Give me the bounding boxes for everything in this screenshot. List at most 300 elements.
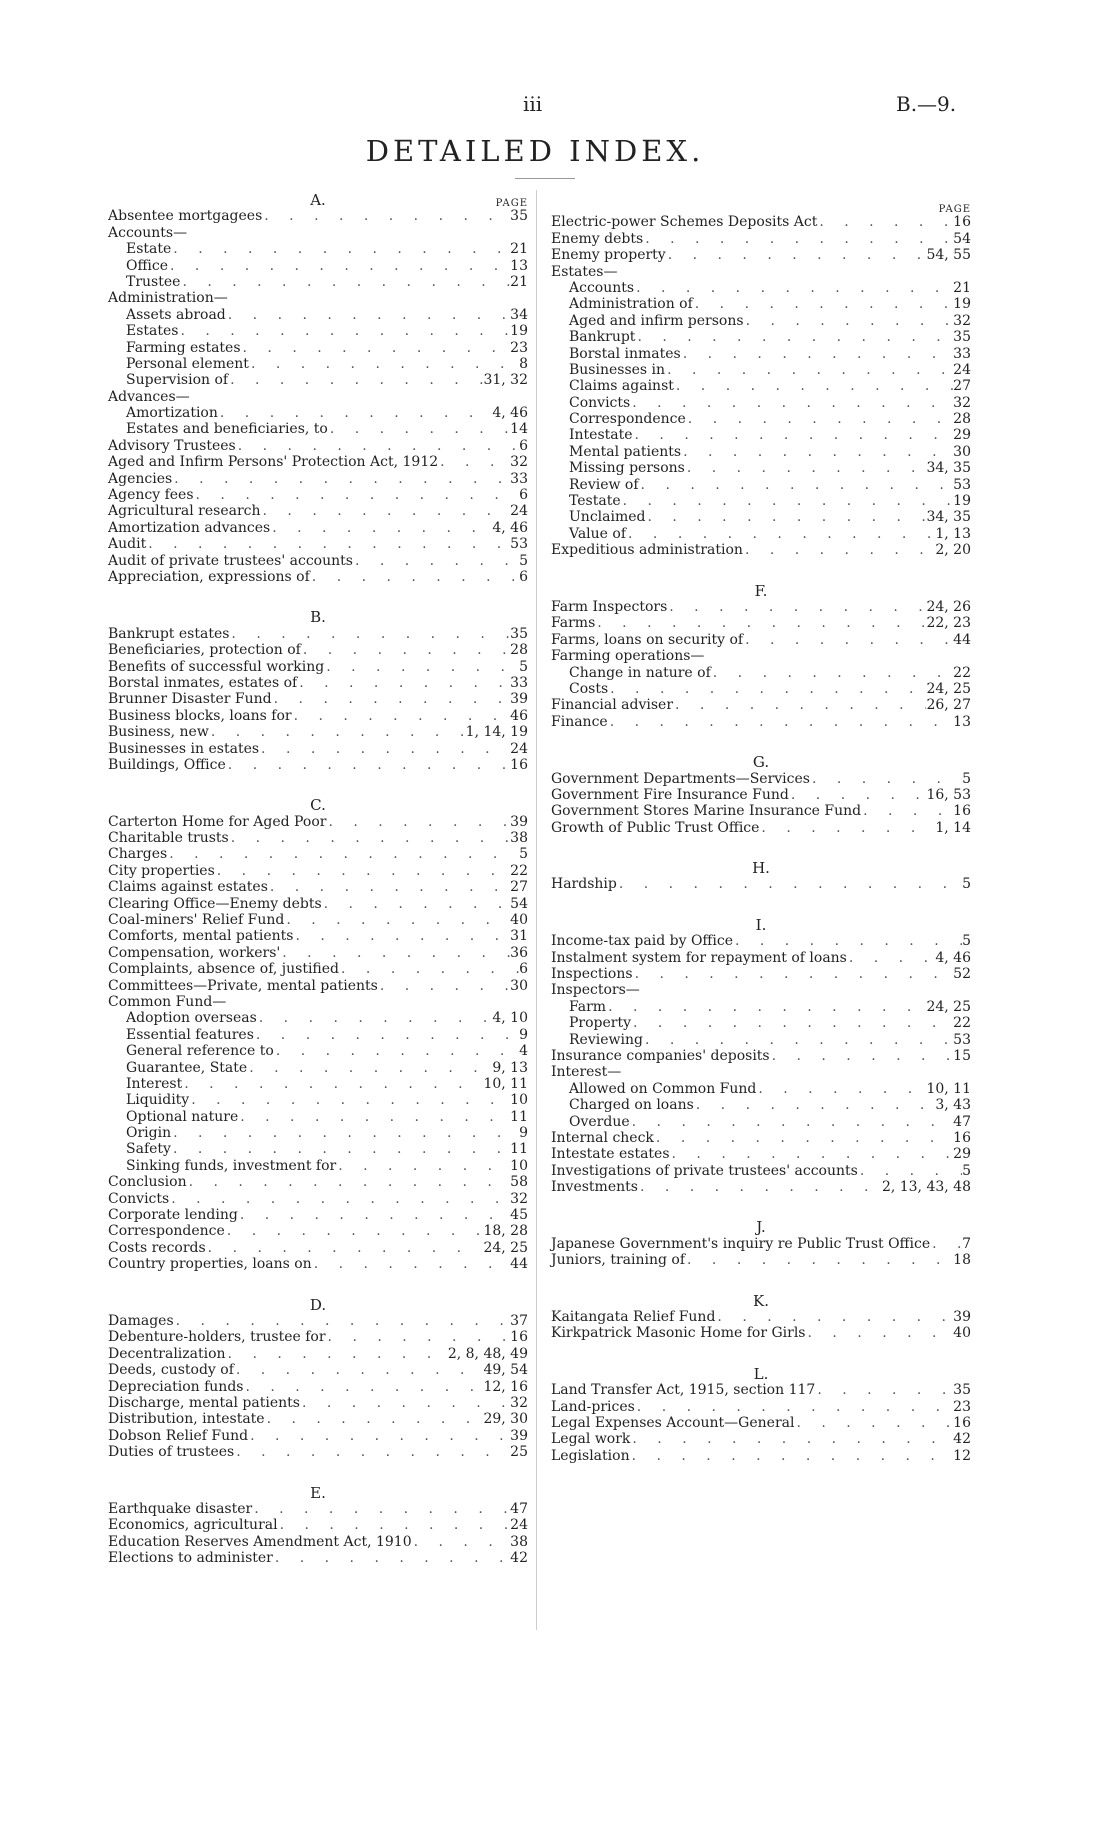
entry-label: Compensation, workers' [108,944,281,961]
index-entry [108,1444,528,1460]
index-entry [108,879,528,895]
leader-dots [312,1256,510,1272]
index-entry [108,1223,528,1239]
entry-label: Businesses in estates [108,740,260,757]
leader-dots [234,1362,484,1378]
entry-page: 4, 46 [492,405,528,422]
entry-label: Debenture-holders, trustee for [108,1329,326,1346]
section-letter: C. [310,796,326,815]
entry-label: Conclusion [108,1174,187,1191]
entry-label: Internal check [551,1129,654,1146]
leader-dots [326,1329,511,1345]
leader-dots [715,1309,953,1325]
leader-dots [206,1240,484,1256]
index-entry [551,933,971,949]
entry-page: 31, 32 [483,372,528,389]
leader-dots [236,438,519,454]
index-entry [551,378,971,394]
index-entry [108,405,528,421]
entry-page: 29 [953,427,971,444]
index-entry [551,1252,971,1268]
entry-page: 10, 11 [926,1080,971,1097]
leader-dots [229,626,510,642]
leader-dots [638,1179,882,1195]
leader-dots [284,912,510,928]
leader-dots [744,313,954,329]
index-entry [551,427,971,443]
entry-label: Adoption overseas [126,1010,257,1027]
leader-dots [789,787,927,803]
index-entry [551,1448,971,1464]
index-entry [551,787,971,803]
entry-page: 32 [953,394,971,411]
entry-label: Hardship [551,876,617,893]
index-entry [551,665,971,681]
leader-dots [301,642,510,658]
entry-label: Convicts [108,1190,170,1207]
index-entry [551,231,971,247]
leader-dots [635,1399,953,1415]
index-entry [551,803,971,819]
entry-page: 30 [510,977,528,994]
entry-page: 34, 35 [926,509,971,526]
leader-dots [234,1444,510,1460]
leader-dots [743,632,953,648]
entry-label: Overdue [569,1113,630,1130]
entry-label: Intestate estates [551,1146,670,1163]
entry-label: Land-prices [551,1398,635,1415]
entry-page: 1, 14 [935,819,971,836]
entry-label: Advisory Trustees [108,437,236,454]
index-entry [551,542,971,558]
index-entry [108,421,528,437]
entry-label: Inspectors— [551,982,640,999]
leader-dots [241,340,511,356]
index-entry [551,296,971,312]
entry-page: 12 [953,1447,971,1464]
leader-dots [257,1010,493,1026]
leader-dots [667,599,926,615]
entry-page: 2, 20 [935,542,971,559]
entry-label: Office [126,257,169,274]
entry-label: Agencies [108,470,173,487]
entry-page: 26, 27 [926,697,971,714]
index-section [551,1219,971,1268]
index-section [108,797,528,1272]
leader-dots [930,1236,962,1252]
section-letter: I. [755,915,767,934]
leader-dots [670,1146,954,1162]
index-entry [108,1191,528,1207]
leader-dots [817,214,953,230]
entry-page: 5 [962,933,971,950]
entry-page: 24 [510,740,528,757]
entry-page: 21 [953,279,971,296]
entry-label: Interest [126,1075,183,1092]
index-entry [551,966,971,982]
entry-label: Farms, loans on security of [551,631,744,648]
leader-dots [743,542,935,558]
leader-dots [810,771,962,787]
leader-dots [858,1163,962,1179]
leader-dots [694,1097,936,1113]
index-entry [108,1395,528,1411]
index-entry [108,1411,528,1427]
entry-label: Property [569,1015,632,1032]
entry-label: Charges [108,846,168,863]
leader-dots [254,1027,519,1043]
index-entry [108,356,528,372]
leader-dots [270,520,492,536]
entry-page: 23 [510,339,528,356]
leader-dots [685,460,927,476]
index-entry [108,487,528,503]
entry-page: 54 [510,895,528,912]
entry-label: Government Fire Insurance Fund [551,786,789,803]
leader-dots [686,411,953,427]
entry-page: 16, 53 [926,786,971,803]
index-entry [108,1158,528,1174]
index-entry [108,1362,528,1378]
entry-page: 21 [510,241,528,258]
entry-page: 53 [953,1031,971,1048]
entry-label: Economics, agricultural [108,1517,278,1534]
section-letter: L. [753,1364,769,1383]
index-entry [551,264,971,280]
entry-label: Buildings, Office [108,756,226,773]
entry-label: Japanese Government's inquiry re Public Trust Office [551,1235,931,1252]
entry-label: Benefits of successful working [108,658,325,675]
entry-label: Claims against estates [108,879,268,896]
entry-label: Aged and infirm persons [569,312,744,329]
section-letter: F. [754,581,768,600]
entry-page: 34, 35 [926,460,971,477]
leader-dots [194,487,520,503]
leader-dots [238,1109,510,1125]
entry-label: Accounts [569,279,635,296]
entry-label: Convicts [569,394,631,411]
entry-label: Corporate lending [108,1207,238,1224]
entry-page: 4 [519,1043,528,1060]
index-entry [108,1010,528,1026]
title-rule [515,178,575,179]
entry-page: 49, 54 [483,1362,528,1379]
entry-page: 47 [953,1113,971,1130]
index-section [551,917,971,1196]
index-entry [551,1382,971,1398]
index-entry [551,362,971,378]
entry-label: Estates [126,323,179,340]
leader-dots [617,876,962,892]
entry-label: Origin [126,1125,172,1142]
leader-dots [215,863,510,879]
entry-label: Farm Inspectors [551,598,668,615]
entry-label: Estates and beneficiaries, to [126,421,328,438]
index-entry [108,372,528,388]
entry-page: 16 [953,214,971,231]
index-section [551,583,971,731]
entry-label: Unclaimed [569,509,646,526]
leader-dots [169,1191,510,1207]
leader-dots [630,1431,953,1447]
entry-label: Earthquake disaster [108,1500,253,1517]
entry-label: Allowed on Common Fund [569,1080,757,1097]
leader-dots [273,1550,510,1566]
index-entry [551,999,971,1015]
index-entry [108,520,528,536]
entry-label: Financial adviser [551,697,674,714]
entry-label: Testate [569,493,621,510]
index-entry [108,724,528,740]
index-entry [108,503,528,519]
index-entry [551,632,971,648]
entry-page: 4, 46 [935,949,971,966]
leader-dots [326,814,510,830]
leader-dots [639,477,954,493]
entry-page: 34 [510,306,528,323]
entry-label: Damages [108,1313,174,1329]
entry-label: Advances— [108,388,190,405]
leader-dots [180,274,510,290]
entry-label: Audit of private trustees' accounts [108,552,353,569]
entry-label: Audit [108,536,147,553]
leader-dots [711,665,953,681]
index-entry [551,982,971,998]
entry-page: 24 [510,1517,528,1534]
index-entry [108,536,528,552]
entry-label: Investigations of private trustees' accounts [551,1162,858,1179]
leader-dots [252,1501,510,1517]
entry-page: 24 [953,361,971,378]
section-letter: K. [753,1291,769,1310]
index-entry [551,599,971,615]
leader-dots [171,1141,510,1157]
leader-dots [756,1081,926,1097]
index-entry [108,863,528,879]
leader-dots [630,1448,954,1464]
leader-dots [643,231,953,247]
entry-label: Farm [569,998,607,1015]
entry-label: Appreciation, expressions of [108,568,310,585]
index-entry [108,1256,528,1272]
index-entry [551,1097,971,1113]
entry-label: Depreciation funds [108,1378,244,1395]
entry-label: Finance [551,713,608,730]
entry-label: Comforts, mental patients [108,928,294,945]
leader-dots [293,928,510,944]
leader-dots [182,1076,483,1092]
index-entry [551,820,971,836]
index-entry [551,1179,971,1195]
entry-label: Legal Expenses Account—General [551,1415,795,1431]
entry-page: 5 [519,552,528,569]
entry-page: 35 [510,208,528,225]
leader-dots [633,966,954,982]
leader-dots [167,846,519,862]
leader-dots [168,258,510,274]
entry-label: Decentralization [108,1345,226,1362]
leader-dots [633,427,954,443]
index-entry [108,978,528,994]
entry-label: Charitable trusts [108,830,229,847]
leader-dots [247,1060,492,1076]
entry-page: 16 [953,1415,971,1431]
leader-dots [268,879,510,895]
leader-dots [328,421,510,437]
leader-dots [847,950,936,966]
leader-dots [172,471,510,487]
page-number: iii [523,92,543,116]
leader-dots [665,362,953,378]
index-entry [551,1081,971,1097]
entry-page: 24, 25 [926,998,971,1015]
leader-dots [248,1428,510,1444]
entry-label: Duties of trustees [108,1444,235,1461]
entry-page: 28 [510,642,528,659]
entry-label: Land Transfer Act, 1915, section 117 [551,1382,816,1399]
index-entry [108,1379,528,1395]
entry-label: Estates— [551,263,618,280]
index-entry [108,1125,528,1141]
entry-page: 22 [510,862,528,879]
leader-dots [249,356,519,372]
index-entry [108,757,528,773]
section-letter [551,198,971,214]
entry-label: Liquidity [126,1092,190,1109]
page-column-heading: PAGE [938,204,971,215]
entry-label: Elections to administer [108,1550,273,1567]
entry-page: 1, 13 [935,525,971,542]
index-entry [551,681,971,697]
index-entry [108,741,528,757]
index-entry [108,1043,528,1059]
entry-page: 44 [953,631,971,648]
leader-dots [300,1395,510,1411]
index-entry [551,214,971,230]
leader-dots [438,454,510,470]
entry-label: Education Reserves Amendment Act, 1910 [108,1533,412,1550]
index-entry [108,258,528,274]
entry-page: 25 [510,1444,528,1461]
leader-dots [280,945,510,961]
leader-dots [336,1158,510,1174]
entry-page: 10 [510,1157,528,1174]
index-section [551,860,971,893]
leader-dots [218,405,492,421]
entry-page: 6 [519,487,528,504]
index-entry [108,1313,528,1329]
entry-page: 6 [519,437,528,454]
entry-label: Sinking funds, investment for [126,1157,337,1174]
entry-label: Agency fees [108,487,194,504]
entry-label: Estate [126,241,172,258]
entry-page: 23 [953,1398,971,1415]
index-entry [108,389,528,405]
leader-dots [378,978,510,994]
entry-page: 32 [510,1394,528,1411]
index-entry [108,691,528,707]
leader-dots [815,1382,953,1398]
index-entry [551,950,971,966]
entry-label: Accounts— [108,224,188,241]
leader-dots [178,323,510,339]
entry-label: General reference to [126,1043,274,1060]
entry-page: 31 [510,928,528,945]
index-entry [108,1329,528,1345]
entry-page: 9 [519,1026,528,1043]
entry-page: 30 [953,443,971,460]
entry-label: Safety [126,1141,171,1158]
entry-label: Essential features [126,1026,254,1043]
entry-label: Administration of [569,296,693,313]
index-entry [551,313,971,329]
entry-page: 33 [510,470,528,487]
entry-label: Discharge, mental patients [108,1394,300,1411]
entry-label: Country properties, loans on [108,1256,312,1273]
index-entry [108,553,528,569]
entry-page: 42 [953,1431,971,1448]
entry-page: 42 [510,1550,528,1567]
leader-dots [174,1313,511,1329]
entry-label: Distribution, intestate [108,1411,265,1428]
entry-page: 5 [519,658,528,675]
entry-label: Borstal inmates, estates of [108,674,298,691]
leader-dots [595,615,926,631]
leader-dots [634,280,953,296]
leader-dots [681,346,953,362]
entry-label: Income-tax paid by Office [551,933,733,950]
entry-label: Coal-miners' Relief Fund [108,912,285,929]
entry-page: 4, 46 [492,519,528,536]
leader-dots [209,724,466,740]
section-letter: B. [310,608,326,627]
index-entry [108,1550,528,1566]
leader-dots [666,247,927,263]
entry-page: 53 [510,536,528,553]
entry-page: 9, 13 [492,1059,528,1076]
index-entry [108,1240,528,1256]
entry-label: Common Fund— [108,993,227,1010]
index-entry [551,648,971,664]
entry-page: 8 [519,355,528,372]
entry-page: 24, 25 [483,1239,528,1256]
entry-page: 35 [510,625,528,642]
entry-page: 5 [519,846,528,863]
entry-page: 40 [953,1325,971,1342]
entry-page: 12, 16 [483,1378,528,1395]
index-entry [551,771,971,787]
entry-label: Brunner Disaster Fund [108,691,272,708]
entry-page: 53 [953,476,971,493]
entry-label: Administration— [108,290,228,307]
index-entry [551,346,971,362]
column-divider [536,190,537,1630]
entry-label: Expeditious administration [551,542,743,559]
index-entry [551,1415,971,1431]
leader-dots [243,1379,483,1395]
index-section [551,754,971,836]
index-entry [551,247,971,263]
index-entry [108,438,528,454]
leader-dots [621,493,954,509]
index-entry [108,708,528,724]
entry-page: 19 [953,493,971,510]
leader-dots [226,757,510,773]
leader-dots [229,830,510,846]
entry-page: 54, 55 [926,247,971,264]
entry-label: Aged and Infirm Persons' Protection Act, 1912 [108,454,439,471]
index-entry [108,1060,528,1076]
